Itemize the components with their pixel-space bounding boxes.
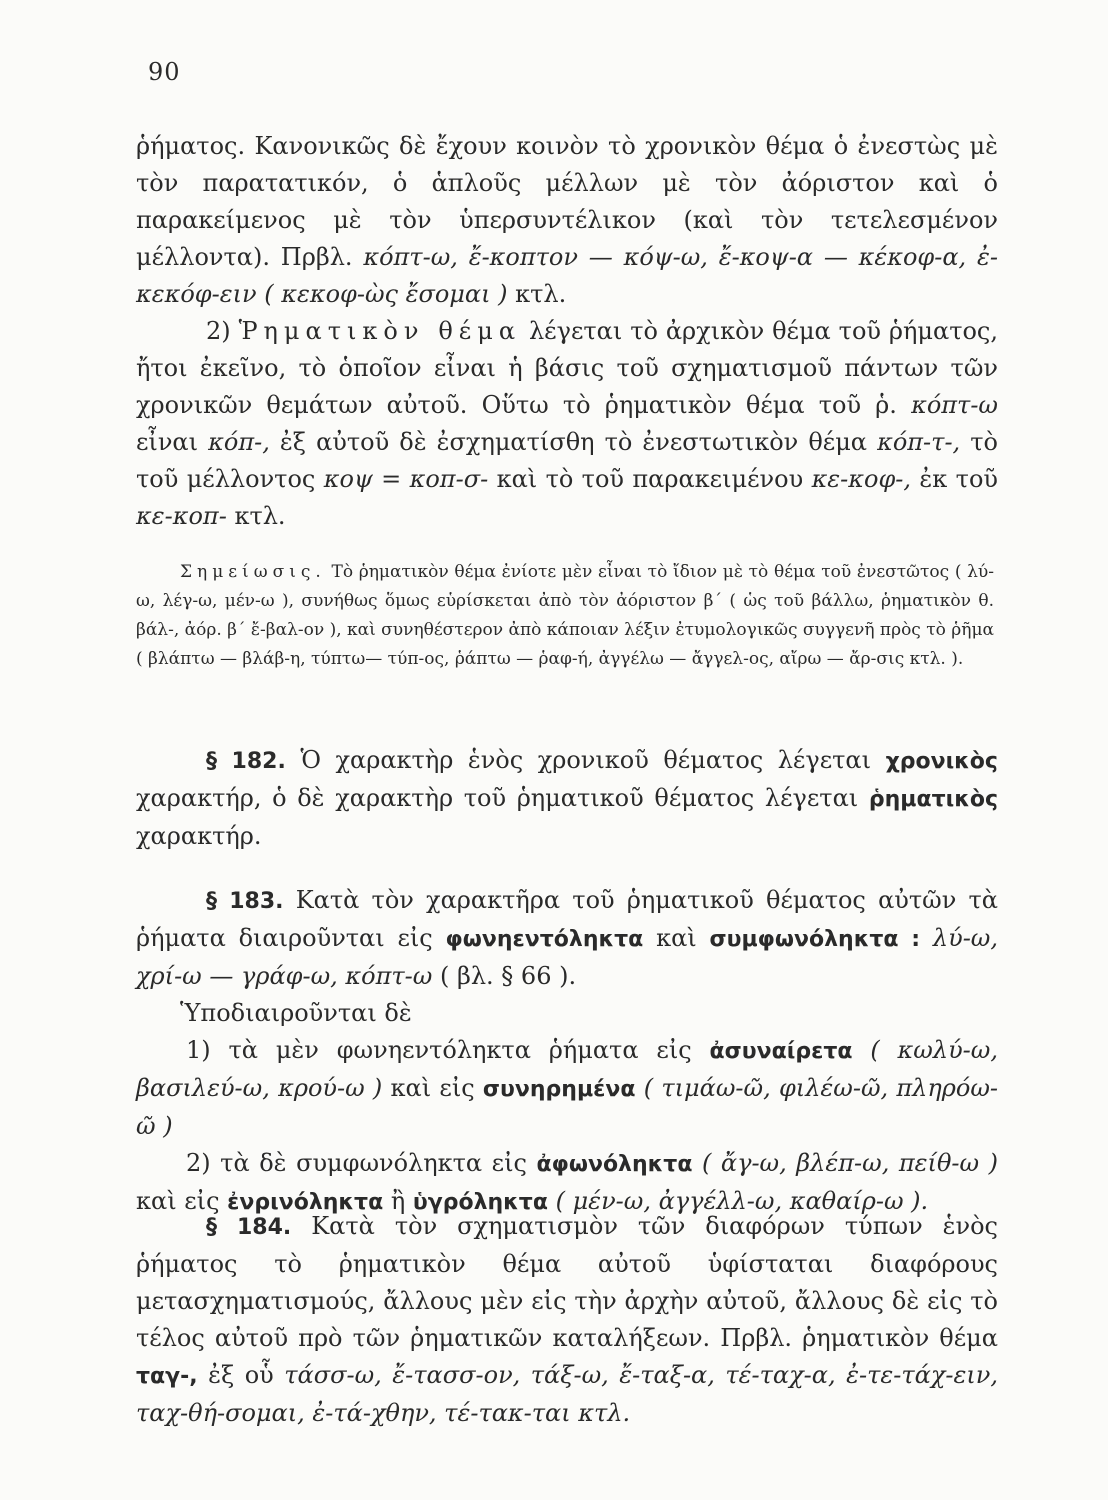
paragraph-1 xyxy=(136,128,998,313)
section-183-term-2: συμφωνόληκτα : xyxy=(709,927,921,952)
section-183-ref: ( βλ. § 66 ). xyxy=(439,962,577,990)
section-183-item-1 xyxy=(136,1032,998,1145)
section-183-examples: λύ-ω, χρί-ω — γράφ-ω, κόπτ-ω xyxy=(136,924,998,990)
paragraph-2-italic-1: κόπτ-ω xyxy=(911,391,998,419)
paragraph-1-end: κτλ. xyxy=(515,280,567,308)
section-182-text-2: χαρακτήρ, ὁ δὲ χαρακτὴρ τοῦ ῥηματικοῦ θέματος λέγεται xyxy=(136,784,859,812)
section-182-term-1: χρονικὸς xyxy=(885,749,998,774)
paragraph-2-text-5: καὶ τὸ τοῦ παρακειμένου xyxy=(496,465,804,493)
section-182-text-3: χαρακτήρ. xyxy=(136,822,262,850)
section-183-text-2: καὶ xyxy=(656,924,697,952)
paragraph-2-text-7: κτλ. xyxy=(234,502,286,530)
item-1-text-1: 1) τὰ μὲν φωνηεντόληκτα ῥήματα εἰς xyxy=(186,1036,692,1064)
paragraph-2-text-6: ἐκ τοῦ xyxy=(919,465,998,493)
item-1-term-1: ἀσυναίρετα xyxy=(709,1039,853,1064)
paragraph-2-number: 2) xyxy=(206,317,231,345)
paragraph-2-text-2: εἶναι xyxy=(136,428,199,456)
paragraph-2-term: Ῥηματικὸν θέμα xyxy=(238,317,522,345)
section-182-number: § 182. xyxy=(206,749,286,774)
paragraph-2-italic-5: κε-κοφ-, xyxy=(811,465,912,493)
section-184-term-1: ταγ-, xyxy=(136,1364,198,1389)
paragraph-2-italic-3: κόπ-τ-, xyxy=(877,428,961,456)
paragraph-1-text: ῥήματος. Κανονικῶς δὲ ἔχουν κοινὸν τὸ χρονικὸν θέμα ὁ ἐνεστὼς μὲ τὸν παρατατικόν, ὁ ἁπλοῦς μέλλων μὲ τὸν ἀόριστον καὶ ὁ παρακείμενος μὲ τὸν ὑπερσυντέλικον (καὶ τὸν τετελεσμένον μέλλοντα). Πρβλ. xyxy=(136,132,998,271)
section-184-examples: τάσσ-ω, ἔ-τασσ-ον, τάξ-ω, ἔ-ταξ-α, τέ-ταχ-α, ἐ-τε-τάχ-ειν, ταχ-θή-σομαι, ἐ-τά-χθην, τέ-τακ-ται κτλ. xyxy=(136,1361,998,1427)
note-block xyxy=(136,558,994,674)
item-2-term-2: ἐνρινόληκτα xyxy=(227,1190,384,1215)
paragraph-1-example: κόπτ-ω, ἔ-κοπτον — κόψ-ω, ἔ-κοψ-α — κέκοφ-α, ἐ-κεκόφ-ειν ( κεκοφ-ὼς ἔσομαι ) xyxy=(136,243,998,308)
item-2-term-3: ὑγρόληκτα xyxy=(412,1190,548,1215)
paragraph-2-italic-2: κόπ-, xyxy=(208,428,270,456)
paragraph-2-text-3: ἐξ αὐτοῦ δὲ ἐσχηματίσθη τὸ ἐνεστωτικὸν θέμα xyxy=(279,428,868,456)
page-number: 90 xyxy=(148,58,181,86)
item-2-text-1: 2) τὰ δὲ συμφωνόληκτα εἰς xyxy=(186,1149,527,1177)
section-184-text-1: Κατὰ τὸν σχηματισμὸν τῶν διαφόρων τύπων ἑνὸς ῥήματος τὸ ῥηματικὸν θέμα αὐτοῦ ὑφίσταται διαφόρους μετασχηματισμούς, ἄλλους μὲν εἰς τὴν ἀρχὴν αὐτοῦ, ἄλλους δὲ εἰς τὸ τέλος αὐτοῦ πρὸ τῶν ῥηματικῶν καταλήξεων. Πρβλ. ῥηματικὸν θέμα xyxy=(136,1212,998,1352)
section-184-number: § 184. xyxy=(206,1215,292,1240)
item-2-examples-2: ( μέν-ω, ἀγγέλλ-ω, καθαίρ-ω ). xyxy=(555,1187,929,1215)
section-183-number: § 183. xyxy=(206,889,284,914)
item-1-term-2: συνηρημένα xyxy=(482,1077,636,1102)
paragraph-2-italic-4: κοψ = κοπ-σ- xyxy=(323,465,489,493)
item-1-text-2: καὶ εἰς xyxy=(390,1074,475,1102)
item-2-text-3: ἢ xyxy=(390,1187,406,1215)
section-183-text-1: Κατὰ τὸν χαρακτῆρα τοῦ ῥηματικοῦ θέματος αὐτῶν τὰ ῥήματα διαιροῦνται εἰς xyxy=(136,886,998,952)
section-182 xyxy=(136,742,998,855)
section-182-term-2: ῥηματικὸς xyxy=(868,787,998,812)
item-2-examples-1: ( ἄγ-ω, βλέπ-ω, πείθ-ω ) xyxy=(701,1149,998,1177)
section-182-text-1: Ὁ χαρακτὴρ ἑνὸς χρονικοῦ θέματος λέγεται xyxy=(300,746,872,774)
section-183-term-1: φωνηεντόληκτα xyxy=(445,927,644,952)
section-183 xyxy=(136,882,998,1221)
paragraph-2-text-4: τὸ τοῦ μέλλοντος xyxy=(136,428,998,493)
note-label: Σημείωσις. xyxy=(180,562,326,582)
paragraph-2 xyxy=(136,313,998,535)
item-2-term-1: ἀφωνόληκτα xyxy=(536,1152,693,1177)
paragraph-2-italic-6: κε-κοπ- xyxy=(136,502,227,530)
item-1-examples-1: ( κωλύ-ω, βασιλεύ-ω, κρού-ω ) xyxy=(136,1036,998,1102)
section-184-text-2: ἐξ οὗ xyxy=(208,1361,274,1389)
section-184 xyxy=(136,1208,998,1432)
section-183-subdivision: Ὑποδιαιροῦνται δὲ xyxy=(180,999,412,1027)
item-2-text-2: καὶ εἰς xyxy=(136,1187,220,1215)
item-1-examples-2: ( τιμάω-ῶ, φιλέω-ῶ, πληρόω-ῶ ) xyxy=(136,1074,998,1140)
note-text: Τὸ ῥηματικὸν θέμα ἐνίοτε μὲν εἶναι τὸ ἴδιον μὲ τὸ θέμα τοῦ ἐνεστῶτος ( λύ-ω, λέγ-ω, μέν-ω ), συνήθως ὅμως εὑρίσκεται ἀπὸ τὸν ἀόριστον β΄ ( ὡς τοῦ βάλλω, ῥηματικὸν θ. βάλ-, ἀόρ. β΄ ἔ-βαλ-ον ), καὶ συνηθέστερον ἀπὸ κάποιαν λέξιν ἐτυμολογικῶς συγγενῆ πρὸς τὸ ῥῆμα ( βλάπτω — βλάβ-η, τύπτω— τύπ-ος, ῥάπτω — ῥαφ-ή, ἀγγέλω — ἄγγελ-ος, αἴρω — ἄρ-σις κτλ. ). xyxy=(136,562,994,669)
paragraph-2-text-1: λέγεται τὸ ἀρχικὸν θέμα τοῦ ῥήματος, ἤτοι ἐκεῖνο, τὸ ὁποῖον εἶναι ἡ βάσις τοῦ σχηματισμοῦ πάντων τῶν χρονικῶν θεμάτων αὐτοῦ. Οὕτω τὸ ῥηματικὸν θέμα τοῦ ῥ. xyxy=(136,317,998,419)
